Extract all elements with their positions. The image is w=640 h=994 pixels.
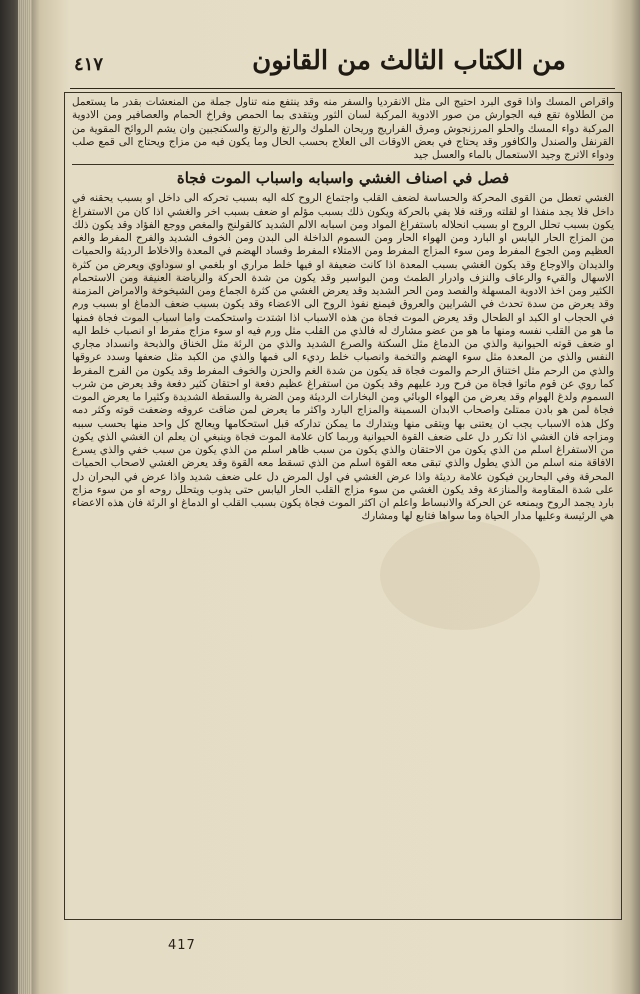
section-heading: فصل في اصناف الغشي واسبابه واسباب الموت فجاة <box>176 169 510 188</box>
main-text: الغشي تعطل من القوى المحركة والحساسة لضعف القلب واجتماع الروح كله اليه بسبب تحركه الى داخل او بسبب يحقنه في داخل فلا يجد منفذا او لقلته ورقته فلا يفي بالحركة ويكون ذلك بسبب مؤلم او ضعف بسبب اخر والغشي اذا كان من الاستفراغ يكون بسبب تحلل الروح او بسبب انحلاله باستفراغ المواد ومن اسبابه الالم الشديد كالقولنج والمغص ووجع الفؤاد وقد يكون ذلك من المزاج الحار اليابس او البارد ومن الهواء الحار ومن السموم الداخلة الى البدن ومن الخوف الشديد والفرح المفرط والغم العظيم ومن الجوع المفرط ومن سوء المزاج المفرط ومن الامتلاء المفرط وفساد الهضم في المعدة والاخلاط الرديئة والحميات والديدان والاوجاع وقد يكون الغشي بسبب المعدة اذا كانت ضعيفة او فيها خلط مراري او بلغمي او سوداوي ويعرض من كثرة الاسهال والقيء والرعاف والنزف وادرار الطمث ومن البواسير وقد يكون من شدة الحركة والرياضة العنيفة ومن الاستحمام الكثير ومن اخذ الادوية المسهلة والفصد ومن الحر الشديد وقد يعرض الغشي من كثرة الجماع ومن الشيخوخة والامراض المزمنة وقد يعرض من سدة تحدث في الشرايين والعروق فيمنع نفوذ الروح الى الاعضاء وقد يكون بسبب ضعف الدماغ او بسبب ورم في الحجاب او الكبد او الطحال وقد يعرض الموت فجاة من هذه الاسباب اذا اشتدت واستحكمت واما اسباب الموت فجاة فمنها ما هو من القلب نفسه ومنها ما هو من عضو مشارك له فالذي من القلب مثل ورم فيه او سوء مزاج مفرط او انصباب خلط اليه او ضعف قوته الحيوانية والذي من الدماغ مثل السكتة والصرع الشديد والذي من الرئة مثل الخناق والذبحة وانسداد مجاري النفس والذي من المعدة مثل سوء الهضم والتخمة وانصباب خلط رديء الى فمها والذي من الكبد مثل ضعفها وسدد عروقها والذي من الرحم مثل اختناق الرحم والموت فجاة قد يكون من شدة الغم والحزن والخوف المفرط وقد يكون من الفرح المفرط كما روي عن قوم ماتوا فجاة من فرح ورد عليهم وقد يكون من استفراغ عظيم دفعة او احتقان كثير دفعة وقد يعرض من شرب السموم ولدغ الهوام وقد يعرض من الهواء الوبائي ومن البخارات الرديئة ومن الضربة والسقطة الشديدة وكثيرا ما يعرض الموت فجاة لمن هو بادن ممتلئ واصحاب الابدان السمينة والمزاج البارد واكثر ما يعرض لمن ضاقت عروقه وضعفت قوته وكثر دمه وكل هذه الاسباب يجب ان يعتنى بها ويتقى منها ويتدارك ما يمكن تداركه قبل استحكامها ويعالج كل واحد منها بحسب سببه ومزاجه فان الغشي اذا تكرر دل على ضعف القوة الحيوانية وربما كان علامة الموت فجاة وينبغي ان يعلم ان الغشي الذي يكون من الاستفراغ اسلم من الذي يكون من الاحتقان والذي يكون من سبب ظاهر اسلم من الذي يكون من سبب خفي والذي يسرع الافاقة منه اسلم من الذي يطول والذي تبقى معه القوة اسلم من الذي تسقط معه القوة وقد يعرض الغشي لاصحاب الحميات المحرقة وفي البحارين فيكون علامة رديئة واذا عرض الغشي في اول المرض دل على ضعف شديد واذا عرض في البحران دل على شدة المقاومة والمنازعة وقد يكون الغشي من سوء مزاج القلب الحار اليابس حتى يذوب ويتحلل روحه او من سوء مزاج بارد يجمد الروح ويمنعه عن الحركة والانبساط واعلم ان اكثر الموت فجاة يكون بسبب القلب او الدماغ او الرئة فان هذه الاعضاء هي الرئيسة وعليها مدار الحياة وما سواها فتابع لها ومشارك <box>72 192 614 523</box>
running-header <box>70 40 615 89</box>
page-number-bottom: 417 <box>168 938 196 953</box>
page-edges <box>18 0 32 994</box>
section-divider <box>72 164 614 165</box>
page-title: من الكتاب الثالث من القانون <box>252 46 566 76</box>
intro-paragraph: واقراص المسك واذا قوى البرد احتيج الى مثل الانقرديا والسفر منه وقد ينتفع منه تناول جملة من المنعشات بقدر ما يستعمل من الطلاوة تقع فيه الجوارش من صور الادوية المركبة لسان الثور ويتقدى بما الحمص وفراخ الحمام والعصافير ومن الادوية المركبة دواء المسك والحلو المرزنجوش ومرق الفراريج وريحان الملوك والرتغ والرتغ والسكنجبين وان يشم الروائح المقوية من القرنفل والصندل والكافور وقد يحتاج في بعض الاوقات الى العلاج بحسب الحال وما يكون فيه من مزاج ويحتاج الى قمع صلب ودواء الاترج وجيد الاستعمال بالماء والعسل جيد <box>72 96 614 161</box>
text-block <box>72 96 614 914</box>
page-number-top: ٤١٧ <box>74 54 104 75</box>
